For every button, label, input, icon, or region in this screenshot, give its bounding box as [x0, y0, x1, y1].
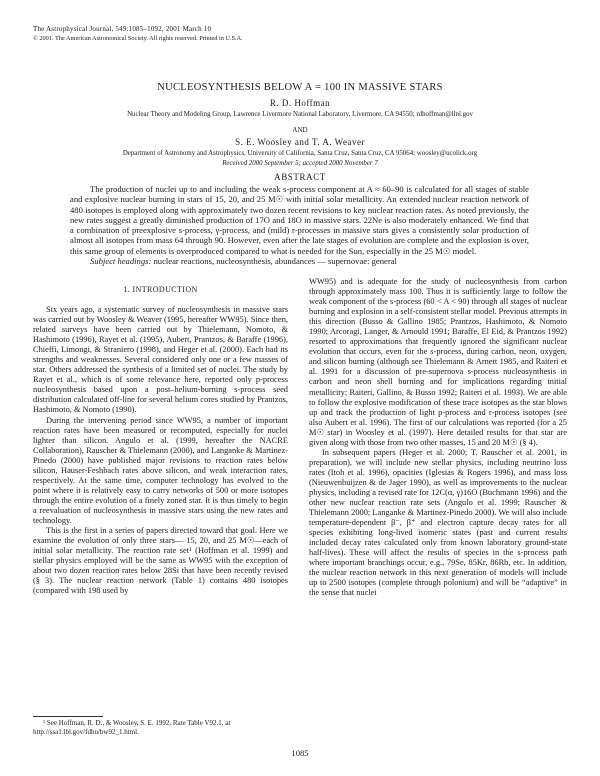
paragraph: In subsequent papers (Heger et al. 2000; T. Rauscher et al. 2001, in preparation), we will include new stellar physics, including neutrino loss rates (Itoh et al. 1996), opacities (Iglesias & Rogers 1996), and mass loss (Nieuwenhuijzen & de Jager 1990), as well as improvements to the nuclear physics, including a revised rate for 12C(α, γ)16O (Buchmann 1996) and the other new nuclear reaction rate sets (Angulo et al. 1999; Rauscher & Thielemann 2000; Langanke & Martinez-Pinedo 2000). We will also include temperature-dependent β⁻, β⁺ and electron capture decay rates for all species exhibiting long-lived isomeric states (past and current results included decay rates calculated only from known laboratory ground-state half-lives). These will affect the results of species in the s-process path where important branchings occur, e.g., 79Se, 85Kr, 86Rb, etc. In addition, the nuclear reaction network in this next generation of models will include up to 2500 isotopes (complete through polonium) and will be “adaptive” in the sense that nuclei — [309, 447, 567, 598]
section-heading: 1. INTRODUCTION — [123, 285, 198, 294]
abstract-heading: ABSTRACT — [274, 172, 326, 182]
copyright-notice: © 2001. The American Astronomical Society. All rights reserved. Printed in U.S.A. — [33, 35, 243, 42]
abstract-text: The production of nuclei up to and including the weak s-process component at A ≈ 60–90 is calculated for all stages of stable and explosive nuclear burning in stars of 15, 20, and 25 M☉ with initial solar metallicity. An extended nuclear reaction network of 480 isotopes is employed along with approximately two dozen recent revisions to key nuclear reaction rates. As noted previously, the new rates suggest a greatly diminished production of 17O and 18O in massive stars. 22Ne is also moderately enhanced. We find that a combination of preexplosive s-process, γ-process, and (mild) r-processes in massive stars gives a consistently solar production of almost all isotopes from mass 64 through 90. However, even after the late stages of evolution are complete and the explosion is over, this same group of elements is overproduced compared to what is needed for the Sun, especially in the 25 M☉ model. — [70, 184, 529, 256]
paragraph: WW95) and is adequate for the study of nucleosynthesis from carbon through approximately mass 100. Thus it is sufficiently large to follow the weak component of the s-process (60 < A < 90) through all stages of nuclear burning and explosion in a self-consistent stellar model. Previous attempts in this direction (Busso & Gallino 1985; Prantzos, Hashimoto, & Nomoto 1990; Arcoragi, Langer, & Arnould 1991; Baraffe, El Eid, & Prantzos 1992) resorted to approximations that frequently ignored the significant nuclear evolution that occurs, even for the s-process, during carbon, neon, oxygen, and silicon burning (although see Thielemann & Arnett 1985, and Raiteri et al. 1991 for a discussion of pre-supernova s-process nucleosynthesis in carbon and neon shell burning and for implications regarding initial metallicity; Raiteri, Gallino, & Busso 1992; Raiteri et al. 1993). We are able to follow the explosive modification of these trace isotopes as the star blows up and track the production of light p-process and r-process isotopes (see also Aubert et al. 1996). The first of our calculations was reported (for a 25 M☉ star) in Woosley et al. (1997). Here detailed results for that star are given along with those from two other masses, 15 and 20 M☉ (§ 4). — [309, 277, 567, 447]
left-column — [33, 305, 288, 596]
journal-citation: The Astrophysical Journal, 549:1085–1092, 2001 March 10 — [33, 25, 212, 33]
paragraph: Six years ago, a systematic survey of nucleosynthesis in massive stars was carried out by Woosley & Weaver (1995, hereafter WW95). Since then, related surveys have been carried out by Thielemann, Nomoto, & Hashimoto (1996), Rayet et al. (1995), Aubert, Prantzos, & Baraffe (1996), Chieffi, Limongi, & Straniero (1998), and Heger et al. (2000). Each had its strengths and weaknesses. Several considered only one or a few masses of star. Others addressed the synthesis of a limited set of nuclei. The study by Rayet et al., which is of some relevance here, reported only p-process nucleosynthesis based upon a post–helium-burning s-process seed distribution calculated off-line for several helium cores studied by Prantzos, Hashimoto, & Nomoto (1990). — [33, 305, 288, 415]
footnote-divider — [33, 716, 103, 717]
author-conjunction: AND — [292, 126, 308, 134]
paragraph: During the intervening period since WW95, a number of important reaction rates have been measured or recomputed, especially for nuclei lighter than silicon. Angulo et al. (1999, hereafter the NACRE Collaboration), Rauscher & Thielemann (2000), and Langanke & Martinez-Pinedo (2000) have published major revisions to reaction rates below silicon, Hauser-Feshbach rates above silicon, and weak interaction rates, respectively. At the same time, computer technology has evolved to the point where it is relatively easy to carry networks of 500 or more isotopes through the entire evolution of a finely zoned star. It is thus timely to begin a reevaluation of nucleosynthesis in massive stars using the new rates and technology. — [33, 415, 288, 525]
received-dates: Received 2000 September 5; accepted 2000 November 7 — [222, 160, 378, 167]
abstract-section — [70, 184, 529, 266]
article-title: NUCLEOSYNTHESIS BELOW A = 100 IN MASSIVE STARS — [157, 82, 443, 93]
subject-headings — [70, 256, 529, 266]
affiliation-primary: Nuclear Theory and Modeling Group, Lawrence Livermore National Laboratory, Livermore, CA 94550; rdhoffman@llnl.gov — [127, 111, 473, 118]
author-secondary: S. E. Woosley and T. A. Weaver — [235, 137, 365, 147]
subject-terms: nuclear reactions, nucleosynthesis, abundances — supernovae: general — [153, 255, 397, 266]
paragraph: This is the first in a series of papers directed toward that goal. Here we examine the evolution of only three stars— 15, 20, and 25 M☉—each of initial solar metallicity. The reaction rate set¹ (Hoffman et al. 1999) and stellar physics employed will be the same as WW95 with the exception of about two dozen reaction rates below 28Si that have been recently revised (§ 3). The nuclear reaction network (Table 1) contains 480 isotopes (compared with 198 used by — [33, 526, 288, 596]
page-number: 1085 — [291, 748, 309, 758]
author-primary: R. D. Hoffman — [269, 98, 331, 108]
affiliation-secondary: Department of Astronomy and Astrophysics, University of California, Santa Cruz, Santa Cruz, CA 95064; woosley@ucolick.org — [122, 150, 478, 157]
subject-label: Subject headings: — [90, 255, 152, 266]
footnote: ¹ See Hoffman, R. D., & Woosley, S. E. 1992, Rate Table V92.1, at http://ssa1.lbl.gov/fdhu/bw92_1.html. — [33, 719, 231, 737]
right-column — [309, 277, 567, 599]
